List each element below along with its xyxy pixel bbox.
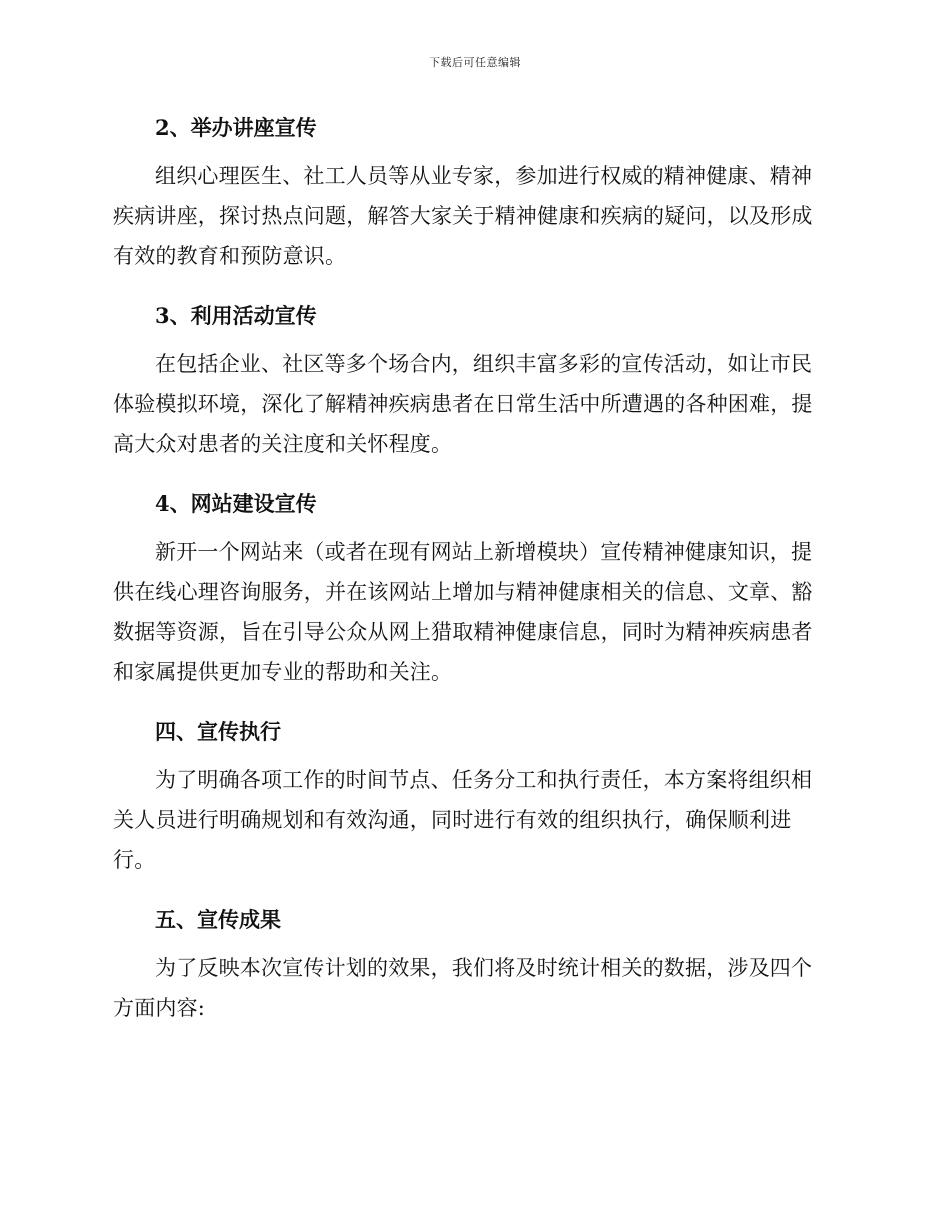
section-heading-results: 五、宣传成果 xyxy=(155,907,281,932)
header-note: 下载后可任意编辑 xyxy=(429,56,521,69)
section-paragraph-activity: 在包括企业、社区等多个场合内，组织丰富多彩的宣传活动，如让市民体验模拟环境，深化了解精神疾病患者在日常生活中所遭遇的各种困难，提高大众对患者的关注度和关怀程度。 xyxy=(113,352,813,456)
section-heading-activity: 3、利用活动宣传 xyxy=(155,303,317,328)
section-paragraph-results: 为了反映本次宣传计划的效果，我们将及时统计相关的数据，涉及四个方面内容: xyxy=(113,956,813,1020)
section-paragraph-website: 新开一个网站来（或者在现有网站上新增模块）宣传精神健康知识，提供在线心理咨询服务，并在该网站上增加与精神健康相关的信息、文章、豁数据等资源，旨在引导公众从网上猎取精神健康信息，同时为精神疾病患者和家属提供更加专业的帮助和关注。 xyxy=(113,540,813,684)
document-body xyxy=(113,108,829,1048)
section-paragraph-lecture: 组织心理医生、社工人员等从业专家，参加进行权威的精神健康、精神疾病讲座，探讨热点问题，解答大家关于精神健康和疾病的疑问，以及形成有效的教育和预防意识。 xyxy=(113,164,813,268)
section-heading-website: 4、网站建设宣传 xyxy=(155,491,317,516)
section-heading-lecture: 2、举办讲座宣传 xyxy=(155,115,317,140)
section-paragraph-execution: 为了明确各项工作的时间节点、任务分工和执行责任，本方案将组织相关人员进行明确规划和有效沟通，同时进行有效的组织执行，确保顺利进行。 xyxy=(113,768,813,872)
section-heading-execution: 四、宣传执行 xyxy=(155,719,281,744)
